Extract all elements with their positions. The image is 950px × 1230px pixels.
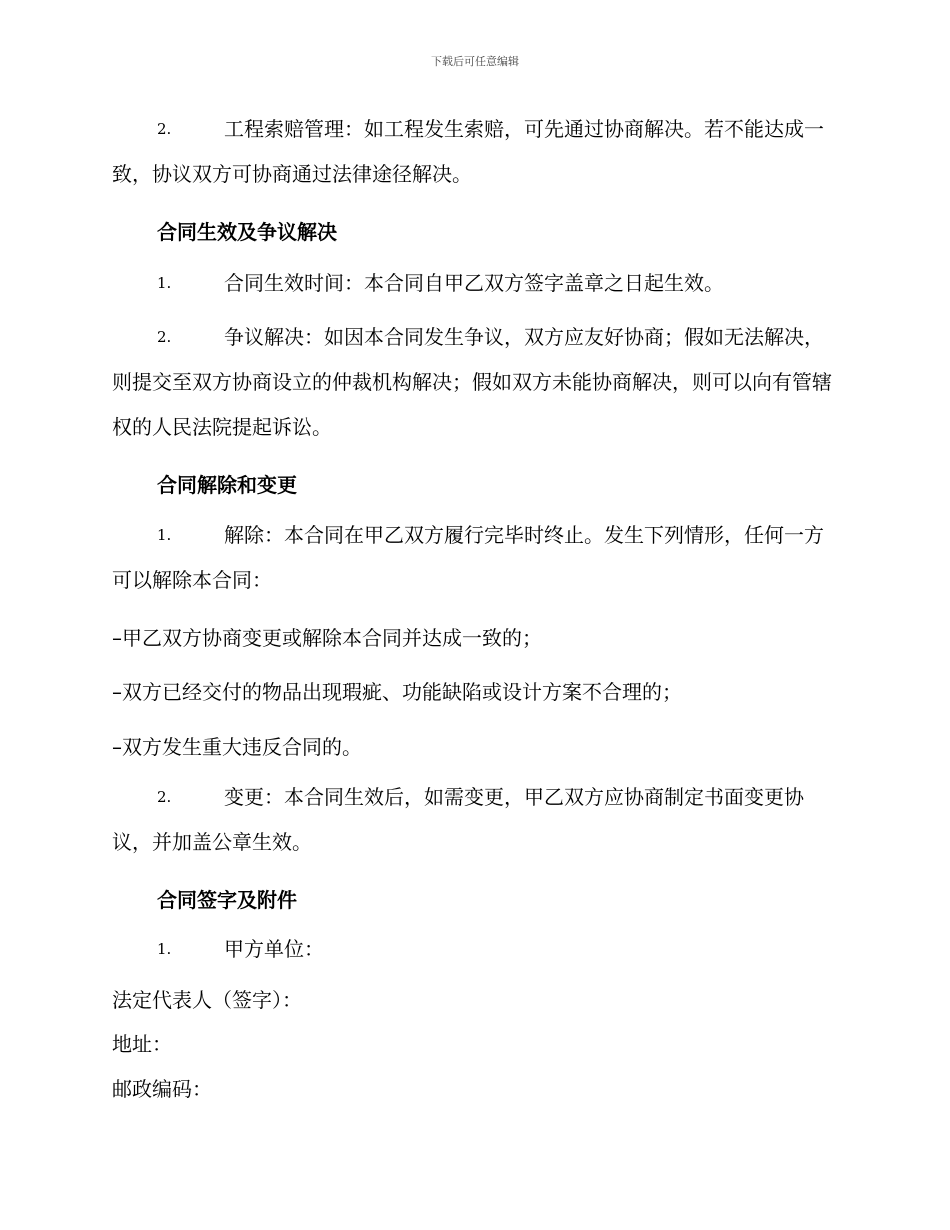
section-heading-effect: 合同生效及争议解决 [157, 220, 337, 244]
page-header: 下载后可任意编辑 [431, 55, 519, 68]
item-number: 2. [157, 328, 172, 346]
termination-item-1 [112, 513, 832, 603]
termination-item-2 [112, 775, 832, 865]
list-item: –双方发生重大违反合同的。 [112, 735, 362, 759]
signature-field-legal-rep: 法定代表人（签字）： [112, 988, 302, 1012]
list-item: –甲乙双方协商变更或解除本合同并达成一致的； [112, 626, 542, 650]
item-number: 2. [157, 120, 172, 138]
item-number: 2. [157, 788, 172, 806]
item-number: 1. [157, 940, 172, 958]
section-heading-signing: 合同签字及附件 [157, 888, 297, 912]
signing-item-1 [112, 927, 832, 972]
item-number: 1. [157, 274, 172, 292]
section-heading-termination: 合同解除和变更 [157, 473, 297, 497]
item-text: 合同生效时间：本合同自甲乙双方签字盖章之日起生效。 [224, 271, 724, 295]
item-number: 1. [157, 526, 172, 544]
item-text: 解除：本合同在甲乙双方履行完毕时终止。发生下列情形，任何一方可以解除本合同： [112, 523, 824, 592]
signature-field-address: 地址： [112, 1032, 172, 1056]
item-text: 争议解决：如因本合同发生争议，双方应友好协商；假如无法解决，则提交至双方协商设立的仲裁机构解决；假如双方未能协商解决，则可以向有管辖权的人民法院提起诉讼。 [112, 325, 832, 439]
item-text: 工程索赔管理：如工程发生索赔，可先通过协商解决。若不能达成一致，协议双方可协商通过法律途径解决。 [112, 117, 824, 186]
list-item: –双方已经交付的物品出现瑕疵、功能缺陷或设计方案不合理的； [112, 680, 682, 704]
item-text: 甲方单位： [224, 937, 324, 961]
signature-field-postcode: 邮政编码： [112, 1077, 212, 1101]
item-text: 变更：本合同生效后，如需变更，甲乙双方应协商制定书面变更协议，并加盖公章生效。 [112, 785, 804, 854]
claims-item-2 [112, 107, 832, 197]
effect-item-2 [112, 315, 832, 450]
effect-item-1 [112, 261, 832, 306]
